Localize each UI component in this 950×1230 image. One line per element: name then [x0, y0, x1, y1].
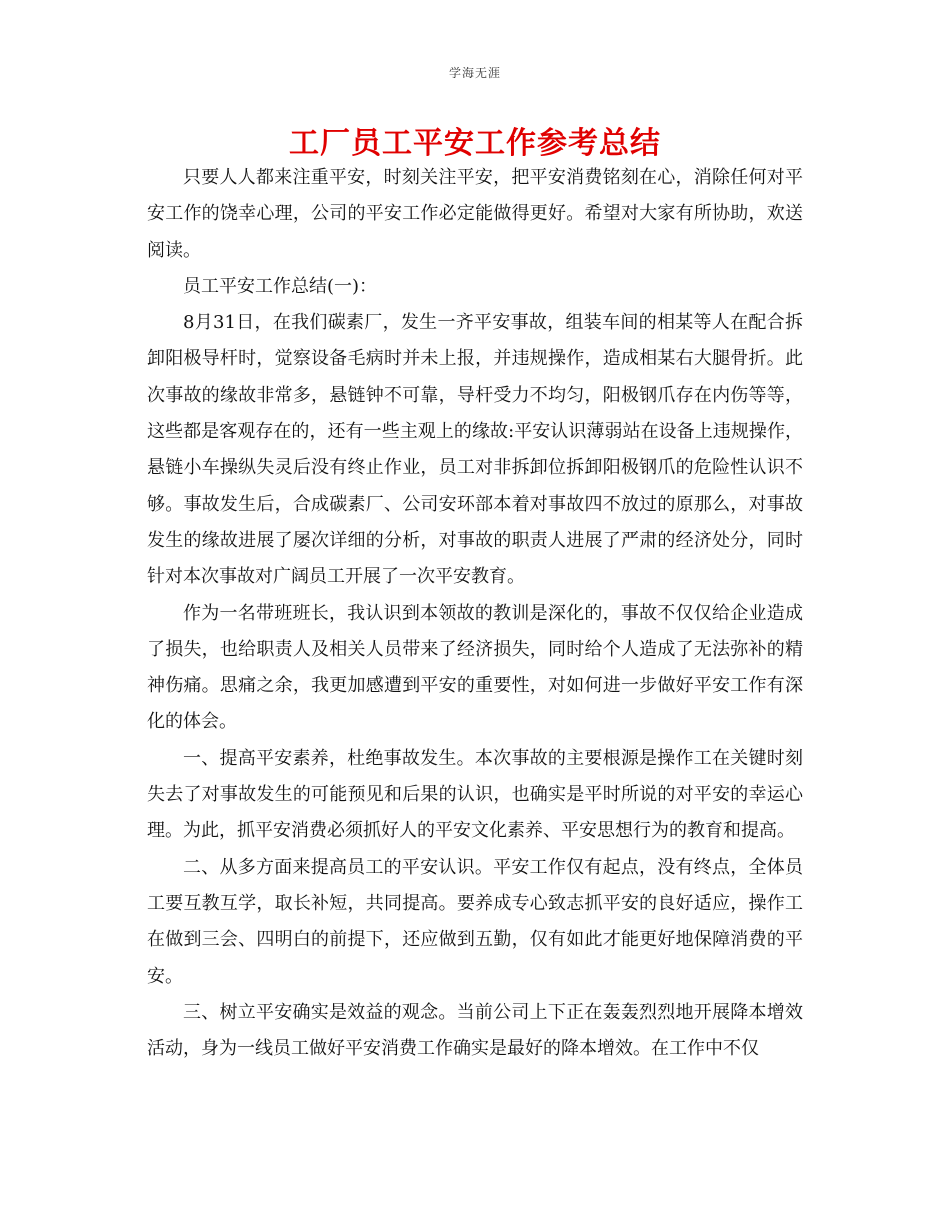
paragraph-point-3: 三、树立平安确实是效益的观念。当前公司上下正在轰轰烈烈地开展降本增效活动，身为一线员工做好平安消费工作确实是最好的降本增效。在工作中不仅: [147, 1001, 803, 1060]
document-body: [147, 160, 803, 1067]
document-title: 工厂员工平安工作参考总结: [289, 126, 661, 161]
paragraph-reflection: 作为一名带班班长，我认识到本领故的教训是深化的，事故不仅仅给企业造成了损失，也给职责人及相关人员带来了经济损失，同时给个人造成了无法弥补的精神伤痛。思痛之余，我更加感遭到平安的重要性，对如何进一步做好平安工作有深化的体会。: [147, 602, 803, 733]
paragraph-incident: 8月31日，在我们碳素厂，发生一齐平安事故，组装车间的相某等人在配合拆卸阳极导杆时，觉察设备毛病时并未上报，并违规操作，造成相某右大腿骨折。此次事故的缘故非常多，悬链钟不可靠，导杆受力不均匀，阳极钢爪存在内伤等等，这些都是客观存在的，还有一些主观上的缘故:平安认识薄弱站在设备上违规操作，悬链小车操纵失灵后没有终止作业，员工对非拆卸位拆卸阳极钢爪的危险性认识不够。事故发生后，合成碳素厂、公司安环部本着对事故四不放过的原那么，对事故发生的缘故进展了屡次详细的分析，对事故的职责人进展了严肃的经济处分，同时针对本次事故对广阔员工开展了一次平安教育。: [147, 312, 803, 588]
paragraph-point-2: 二、从多方面来提高员工的平安认识。平安工作仅有起点，没有终点，全体员工要互教互学，取长补短，共同提高。要养成专心致志抓平安的良好适应，操作工在做到三会、四明白的前提下，还应做到五勤，仅有如此才能更好地保障消费的平安。: [147, 856, 803, 987]
paragraph-intro: 只要人人都来注重平安，时刻关注平安，把平安消费铭刻在心，消除任何对平安工作的饶幸心理，公司的平安工作必定能做得更好。希望对大家有所协助，欢送阅读。: [147, 167, 803, 261]
paragraph-point-1: 一、提高平安素养，杜绝事故发生。本次事故的主要根源是操作工在关键时刻失去了对事故发生的可能预见和后果的认识，也确实是平时所说的对平安的幸运心理。为此，抓平安消费必须抓好人的平安文化素养、平安思想行为的教育和提高。: [147, 747, 803, 842]
paragraph-section-heading: 员工平安工作总结(一)：: [183, 275, 378, 297]
page-header: 学海无涯: [448, 66, 501, 80]
